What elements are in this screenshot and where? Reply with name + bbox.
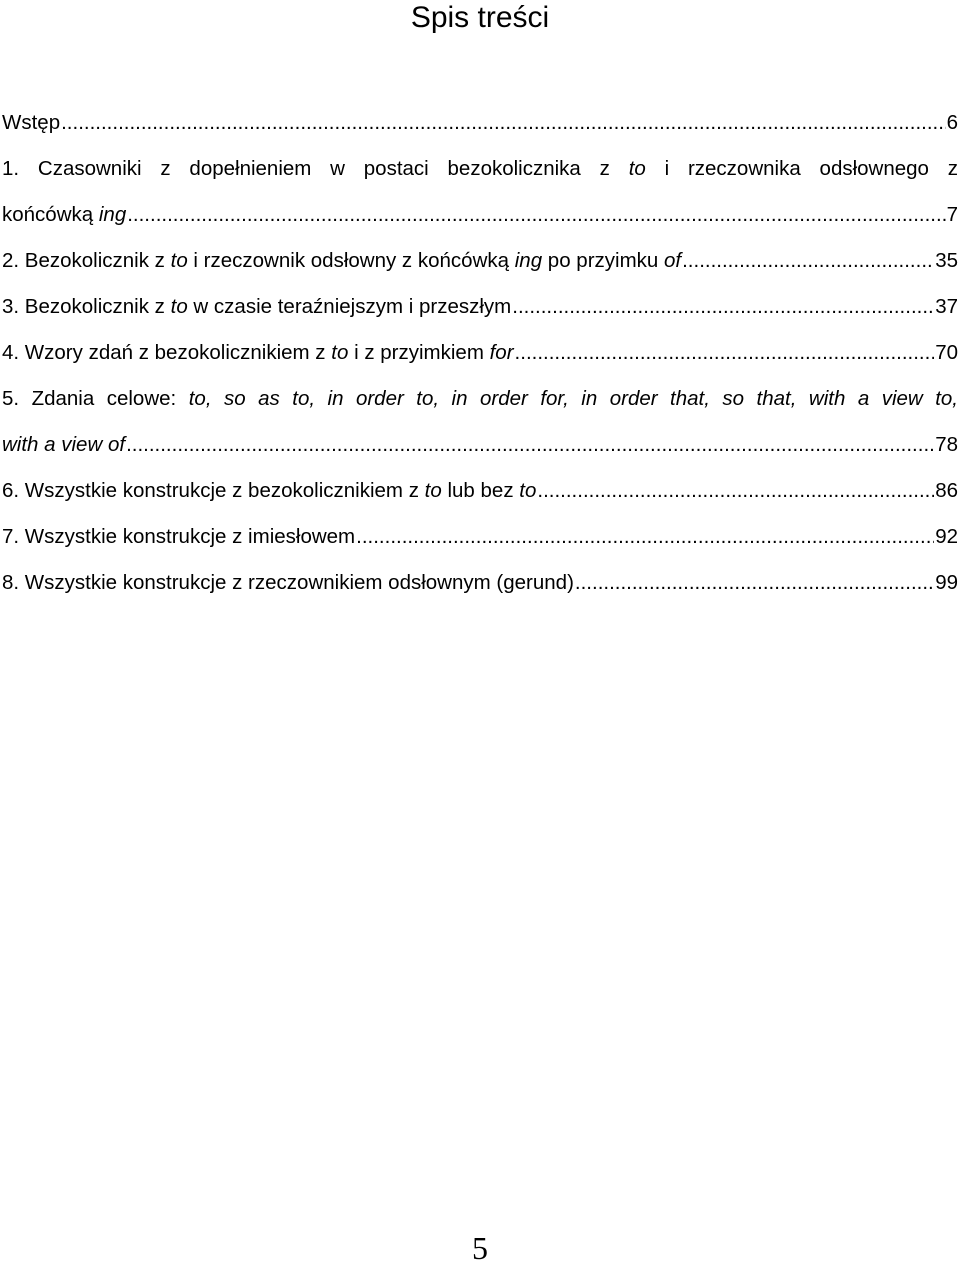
dot-leader <box>537 468 934 514</box>
toc-entry-label: Wstęp <box>2 111 61 134</box>
toc-page-number: 92 <box>935 525 958 548</box>
toc-entry-6[interactable] <box>2 468 958 514</box>
toc-page-number: 35 <box>935 249 958 272</box>
toc-entry-4[interactable] <box>2 330 958 376</box>
dot-leader <box>515 330 935 376</box>
dot-leader <box>356 514 934 560</box>
toc-entry-8[interactable] <box>2 560 958 606</box>
table-of-contents <box>2 100 958 606</box>
toc-entry-line <box>2 192 958 238</box>
toc-entry-2[interactable] <box>2 238 958 284</box>
toc-entry-line <box>2 422 958 468</box>
toc-entry-label: 3. Bezokolicznik z to w czasie teraźniejszym i przeszłym <box>2 295 512 318</box>
page-number: 5 <box>472 1230 488 1266</box>
toc-entry-label: 7. Wszystkie konstrukcje z imiesłowem <box>2 525 356 548</box>
toc-page-number: 6 <box>946 111 958 134</box>
dot-leader <box>575 560 934 606</box>
toc-entry-label: 2. Bezokolicznik z to i rzeczownik odsłowny z końcówką ing po przyimku of <box>2 249 682 272</box>
toc-page-number: 37 <box>935 295 958 318</box>
toc-entry-intro[interactable] <box>2 100 958 146</box>
toc-entry-1[interactable] <box>2 146 958 238</box>
toc-entry-label: 6. Wszystkie konstrukcje z bezokolicznikiem z to lub bez to <box>2 479 537 502</box>
toc-entry-line: 1. Czasowniki z dopełnieniem w postaci bezokolicznika z to i rzeczownika odsłownego z <box>2 157 959 180</box>
dot-leader <box>126 422 934 468</box>
toc-page-number: 7 <box>946 203 958 226</box>
toc-entry-label: 4. Wzory zdań z bezokolicznikiem z to i z przyimkiem for <box>2 341 514 364</box>
toc-entry-7[interactable] <box>2 514 958 560</box>
dot-leader <box>127 192 945 238</box>
dot-leader <box>682 238 934 284</box>
dot-leader <box>512 284 934 330</box>
toc-entry-label: 8. Wszystkie konstrukcje z rzeczownikiem odsłownym (gerund) <box>2 571 574 594</box>
dot-leader <box>61 100 945 146</box>
toc-title: Spis treści <box>410 1 550 34</box>
toc-page-number: 99 <box>935 571 958 594</box>
toc-entry-label: with a view of <box>2 433 126 456</box>
toc-entry-label: końcówką ing <box>2 203 127 226</box>
toc-entry-5[interactable] <box>2 376 958 468</box>
toc-page-number: 70 <box>935 341 958 364</box>
toc-entry-line: 5. Zdania celowe: to, so as to, in order to, in order for, in order that, so that, with a view to, <box>2 387 958 410</box>
toc-page-number: 86 <box>935 479 958 502</box>
toc-page-number: 78 <box>935 433 958 456</box>
toc-entry-3[interactable] <box>2 284 958 330</box>
